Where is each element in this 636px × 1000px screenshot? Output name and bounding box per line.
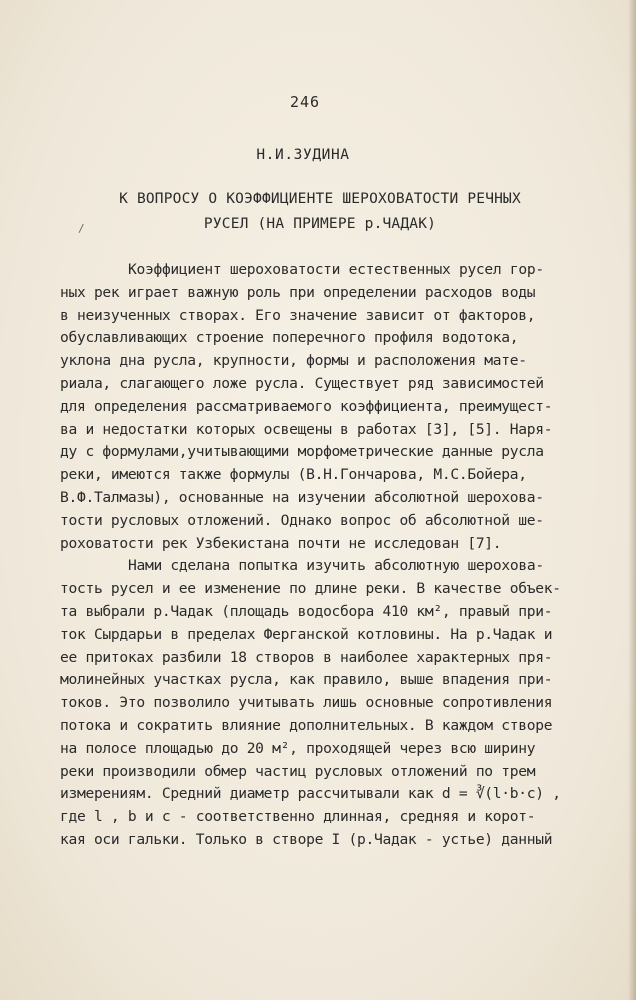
text-line: потока и сократить влияние дополнительных. В каждом створе <box>60 716 553 734</box>
text-line: роховатости рек Узбекистана почти не исследован [7]. <box>60 534 502 552</box>
text-line: где l , b и c - соответственно длинная, средняя и корот- <box>60 808 536 826</box>
text-line: та выбрали р.Чадак (площадь водосбора 410 км², правый при- <box>60 602 553 620</box>
author-name: Н.И.ЗУДИНА <box>256 147 350 163</box>
text-line: ду с формулами,учитывающими морфометрические данные русла <box>60 443 544 461</box>
text-line: кая оси гальки. Только в створе I (р.Чадак - устье) данный <box>60 830 553 848</box>
article-title <box>0 187 636 237</box>
text-line: тости русловых отложений. Однако вопрос об абсолютной ше- <box>60 511 544 529</box>
text-line: токов. Это позволило учитывать лишь основные сопротивления <box>60 694 553 712</box>
text-line: в неизученных створах. Его значение зависит от факторов, <box>60 306 536 324</box>
page-edge-shadow <box>628 0 636 1000</box>
margin-mark: / <box>78 222 85 235</box>
text-line: Нами сделана попытка изучить абсолютную шерохова- <box>128 557 544 575</box>
text-line: Коэффициент шероховатости естественных русел гор- <box>128 261 544 278</box>
text-line: ва и недостатки которых освещены в работах [3], [5]. Наря- <box>60 420 553 438</box>
page-number: 246 <box>289 93 321 111</box>
text-line: В.Ф.Талмазы), основанные на изучении абсолютной шерохова- <box>60 488 544 506</box>
text-line: молинейных участках русла, как правило, выше впадения при- <box>60 671 553 689</box>
text-line: риала, слагающего ложе русла. Существует ряд зависимостей <box>60 374 544 392</box>
text-line: обуславливающих строение поперечного профиля водотока, <box>60 329 519 347</box>
text-line: измерениям. Средний диаметр рассчитывали как d = ∛(l·b·c) , <box>60 785 561 803</box>
text-line: тость русел и ее изменение по длине реки. В качестве объек- <box>60 580 561 598</box>
text-line: реки, имеются также формулы (В.Н.Гончарова, М.С.Бойера, <box>60 466 527 484</box>
text-line: ных рек играет важную роль при определении расходов воды <box>60 283 536 301</box>
text-line: ток Сырдарьи в пределах Ферганской котловины. На р.Чадак и <box>60 625 553 643</box>
text-line: на полосе площадью до 20 м², проходящей через всю ширину <box>60 739 536 757</box>
text-line: для определения рассматриваемого коэффициента, преимущест- <box>60 397 553 415</box>
title-line: РУСЕЛ (НА ПРИМЕРЕ р.ЧАДАК) <box>203 216 437 232</box>
text-line: ее притоках разбили 18 створов в наиболее характерных пря- <box>60 648 553 666</box>
paragraph-1 <box>60 259 620 555</box>
paragraph-2 <box>60 555 620 851</box>
title-line: К ВОПРОСУ О КОЭФФИЦИЕНТЕ ШЕРОХОВАТОСТИ РЕЧНЫХ <box>119 191 521 207</box>
text-line: реки производили обмер частиц русловых отложений по трем <box>60 762 536 780</box>
article-body <box>60 259 620 852</box>
text-line: уклона дна русла, крупности, формы и расположения мате- <box>60 352 527 370</box>
